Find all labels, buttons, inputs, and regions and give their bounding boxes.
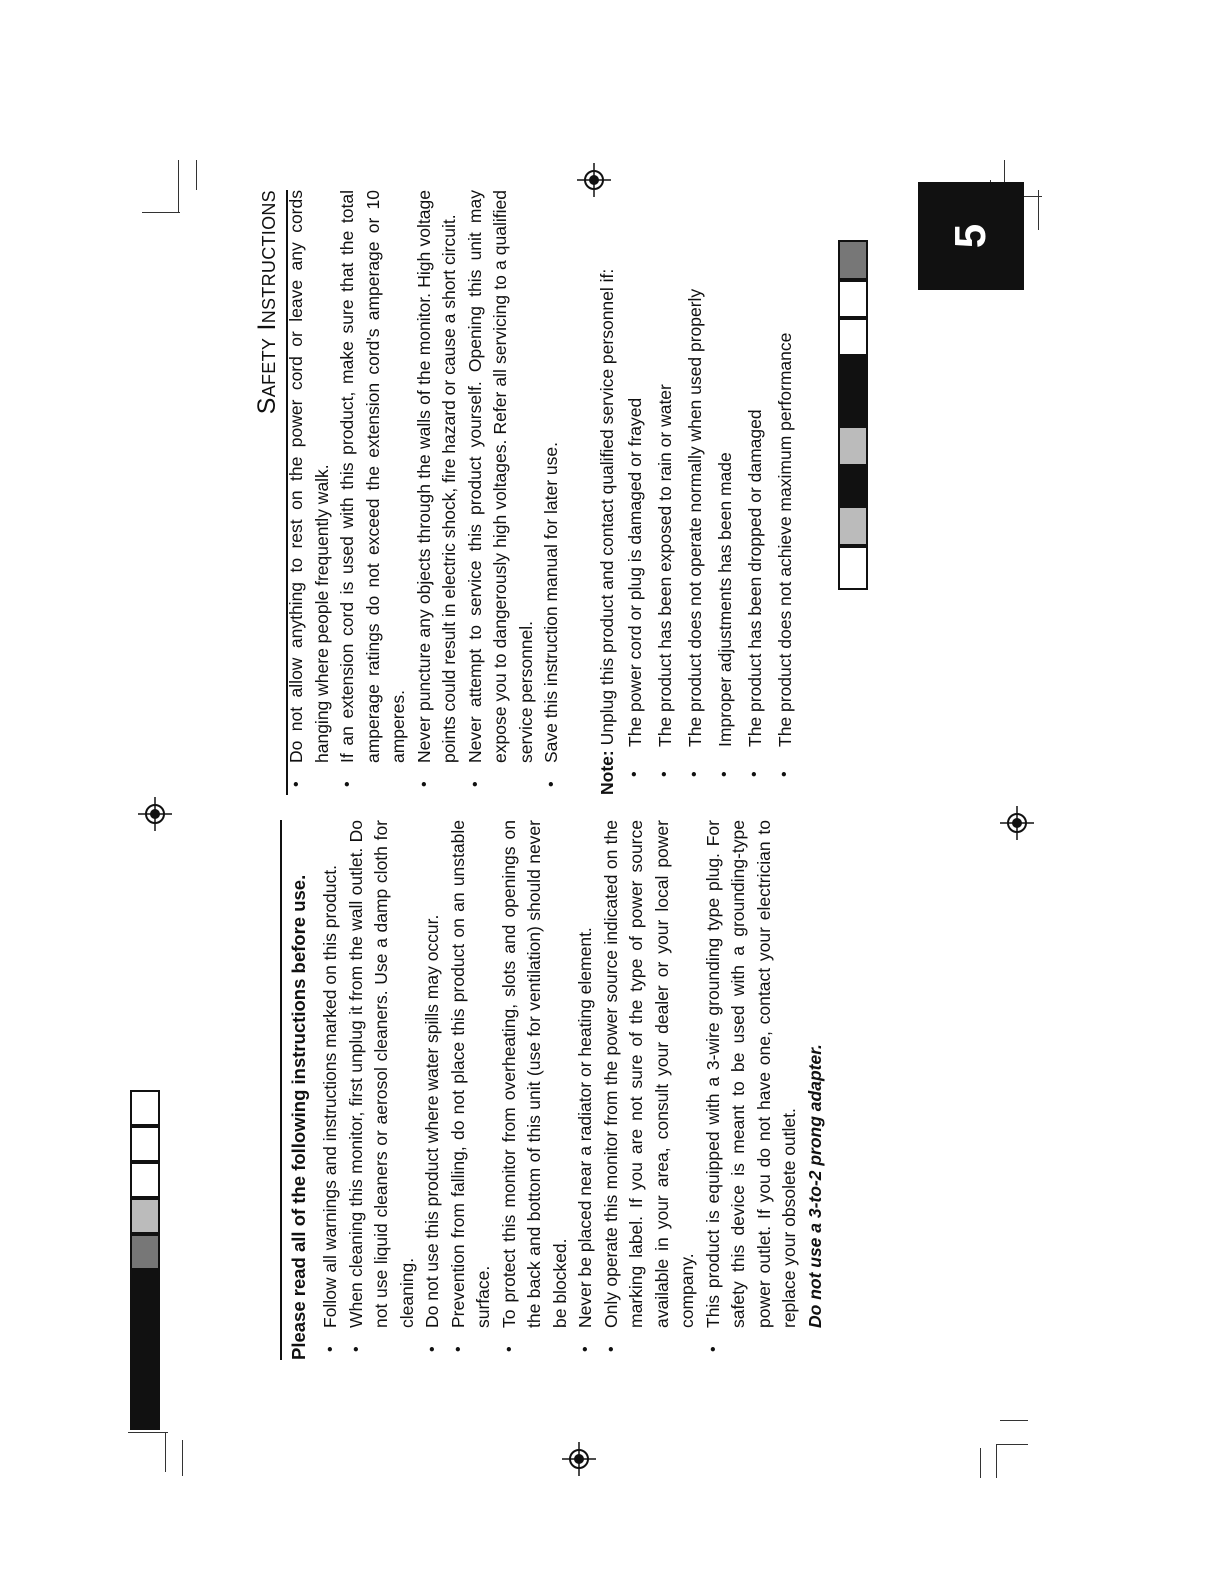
list-item: • If an extension cord is used with this product, make sure that the total amperage ratings do not exceed the extension cord's amperage or 10 amperes.: [335, 190, 412, 795]
list-item: • When cleaning this monitor, first unplug it from the wall outlet. Do not use liquid cleaners or aerosol cleaners. Use a damp cloth for cleaning.: [344, 820, 421, 1360]
left-column: [282, 820, 828, 1360]
list-item: • Do not use this product where water spills may occur.: [420, 820, 446, 1360]
crop-mark: [196, 160, 197, 190]
instruction-list: [284, 190, 565, 795]
list-item: • Only operate this monitor from the power source indicated on the marking label. If you are not sure of the type of power source available in your area, consult your dealer or your local power company.: [599, 820, 701, 1360]
note-text: Unplug this product and contact qualified service personnel if:: [596, 268, 617, 746]
list-item: • Never puncture any objects through the walls of the monitor. High voltage points could result in electric shock, fire hazard or cause a short circuit.: [412, 190, 463, 795]
crop-mark: [996, 1444, 997, 1478]
list-item: • This product is equipped with a 3-wire grounding type plug. For safety this device is meant to be used with a grounding-type power outlet. If you do not have one, contact your electrician to replace your obsolete outlet.: [701, 820, 803, 1360]
instruction-list: [318, 820, 803, 1360]
service-note: [595, 190, 621, 795]
page-title: Safety Instructions: [253, 190, 281, 415]
title-bar: [252, 190, 288, 795]
condition-item: • The product has been dropped or damaged: [740, 190, 770, 795]
condition-item: • The product does not achieve maximum performance: [770, 190, 800, 795]
right-column: [284, 190, 800, 795]
condition-item: • The product does not operate normally when used properly: [680, 190, 710, 795]
color-bar-bottom: [130, 1090, 160, 1430]
content-page: [253, 140, 962, 1370]
list-item: • Never be placed near a radiator or heating element.: [573, 820, 599, 1360]
condition-list: [620, 190, 800, 795]
condition-item: • The power cord or plug is damaged or frayed: [620, 190, 650, 795]
condition-item: • Improper adjustments has been made: [710, 190, 740, 795]
crop-mark: [128, 1432, 168, 1433]
list-item: • Never attempt to service this product yourself. Opening this unit may expose you to dangerously high voltages. Refer all servicing to a qualified service personnel.: [463, 190, 540, 795]
crop-mark: [142, 212, 180, 213]
condition-item: • The product has been exposed to rain or water: [650, 190, 680, 795]
page-number: 5: [945, 223, 995, 249]
crop-mark: [980, 1448, 981, 1478]
list-item: • Do not allow anything to rest on the power cord or leave any cords hanging where people frequently walk.: [284, 190, 335, 795]
crop-mark: [165, 1432, 166, 1472]
list-item: • Follow all warnings and instructions marked on this product.: [318, 820, 344, 1360]
crop-mark: [178, 160, 179, 212]
list-item: • Save this instruction manual for later use.: [539, 190, 565, 795]
note-label: Note:: [596, 750, 617, 795]
registration-target-icon: [138, 797, 172, 831]
crop-mark: [1024, 196, 1042, 197]
crop-mark: [996, 1444, 1028, 1445]
crop-mark: [182, 1440, 183, 1476]
intro-heading: Please read all of the following instructions before use.: [288, 874, 309, 1360]
adapter-warning: Do not use a 3-to-2 prong adapter.: [804, 1044, 825, 1328]
registration-target-icon: [562, 1442, 596, 1476]
crop-mark: [1038, 190, 1039, 230]
list-item: • Prevention from falling, do not place this product on an unstable surface.: [446, 820, 497, 1360]
list-item: • To protect this monitor from overheating, slots and openings on the back and bottom of this unit (use for ventilation) should never be blocked.: [497, 820, 574, 1360]
registration-target-icon: [1000, 806, 1034, 840]
crop-mark: [1000, 1420, 1028, 1421]
